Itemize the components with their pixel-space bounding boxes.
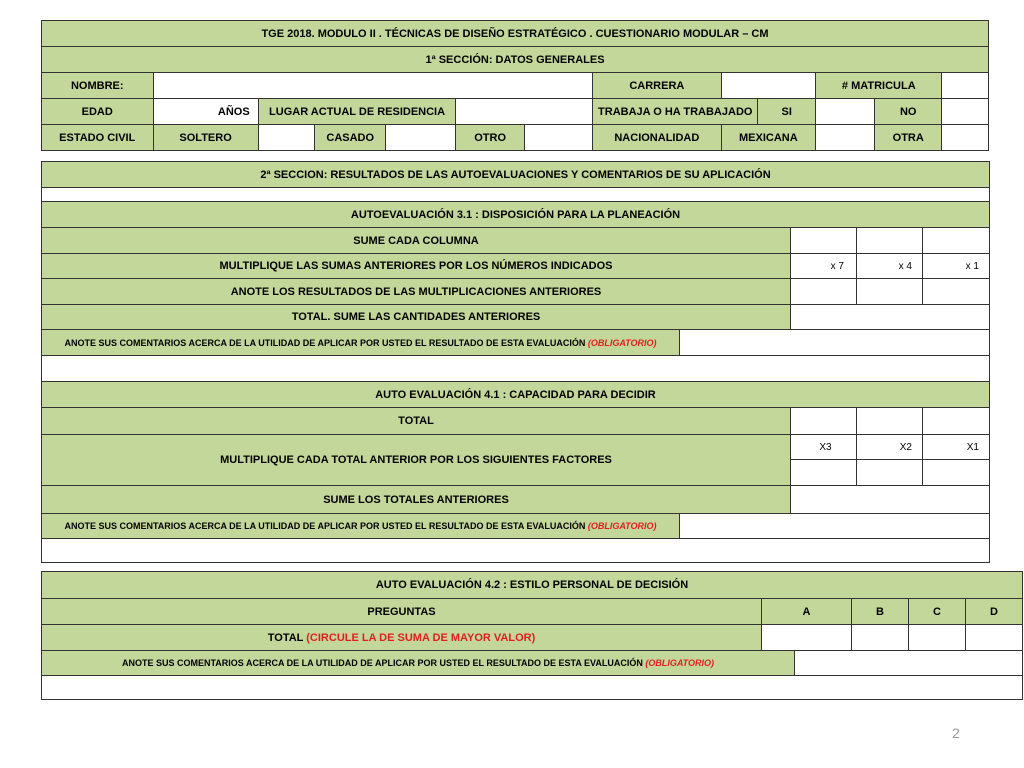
ae41-obligatorio: (OBLIGATORIO) [587,521,657,531]
ae41-total-cell-1[interactable] [791,408,857,435]
otra-label: OTRA [875,125,942,151]
ae41-factor-3: X1 [923,435,990,460]
estado-civil-label: ESTADO CIVIL [42,125,154,151]
lugar-label: LUGAR ACTUAL DE RESIDENCIA [258,99,456,125]
section-2-title: 2ª SECCION: RESULTADOS DE LAS AUTOEVALUACIONES Y COMENTARIOS DE SU APLICACIÓN [42,162,990,188]
casado-label: CASADO [315,125,385,151]
spacer-row [42,188,990,202]
ae42-comment-label [42,651,795,676]
ae42-total-c[interactable] [909,625,966,651]
ae31-anote-label: ANOTE LOS RESULTADOS DE LAS MULTIPLICACIONES ANTERIORES [42,279,791,305]
ae42-preguntas-label: PREGUNTAS [42,599,762,625]
ae42-header-b: B [852,599,909,625]
ae41-title: AUTO EVALUACIÓN 4.1 : CAPACIDAD PARA DECIDIR [42,382,990,408]
ae42-total-text: TOTAL [267,631,304,644]
ae41-comment-area[interactable] [42,539,990,563]
ae41-total-cell-2[interactable] [857,408,923,435]
ae31-sum-cell-2[interactable] [857,228,923,254]
ae42-total-a[interactable] [762,625,852,651]
otro-field[interactable] [524,125,592,151]
si-label: SI [758,99,816,125]
nacionalidad-label: NACIONALIDAD [593,125,721,151]
ae42-comment-area[interactable] [42,676,1023,700]
ae42-table [41,571,1023,700]
nombre-label: NOMBRE: [42,73,154,99]
ae41-factor-1: X3 [791,435,857,460]
ae31-mult-label: MULTIPLIQUE LAS SUMAS ANTERIORES POR LOS NÚMEROS INDICADOS [42,254,791,279]
datos-generales-table [41,20,989,151]
ae31-result-cell-1[interactable] [791,279,857,305]
ae41-mult-label: MULTIPLIQUE CADA TOTAL ANTERIOR POR LOS SIGUIENTES FACTORES [42,435,791,486]
ae42-title: AUTO EVALUACIÓN 4.2 : ESTILO PERSONAL DE DECISIÓN [42,572,1023,599]
page-number: 2 [952,725,960,741]
ae41-product-cell-3[interactable] [923,460,990,486]
ae31-obligatorio: (OBLIGATORIO) [587,337,657,348]
ae41-sume-label: SUME LOS TOTALES ANTERIORES [42,486,791,514]
ae31-total-field[interactable] [791,305,990,330]
no-label: NO [875,99,942,125]
carrera-label: CARRERA [593,73,721,99]
otra-field[interactable] [942,125,989,151]
mexicana-label: MEXICANA [721,125,816,151]
anos-label: AÑOS [217,105,250,118]
carrera-field[interactable] [721,73,816,99]
nombre-field[interactable] [153,73,593,99]
ae31-comment-label [42,330,680,356]
ae42-header-d: D [966,599,1023,625]
ae42-comment-field[interactable] [795,651,1023,676]
ae42-header-a: A [762,599,852,625]
ae41-sum-field[interactable] [791,486,990,514]
ae31-sum-cell-1[interactable] [791,228,857,254]
ae31-comment-text: ANOTE SUS COMENTARIOS ACERCA DE LA UTILIDAD DE APLICAR POR USTED EL RESULTADO DE ESTA EVALUACIÓN [64,337,586,348]
no-field[interactable] [942,99,989,125]
ae31-comment-field[interactable] [680,330,990,356]
ae41-product-cell-1[interactable] [791,460,857,486]
ae41-product-cell-2[interactable] [857,460,923,486]
ae31-factor-3: x 1 [923,254,990,279]
ae31-comment-area[interactable] [42,356,990,382]
ae42-total-b[interactable] [852,625,909,651]
soltero-label: SOLTERO [153,125,258,151]
ae31-sume-label: SUME CADA COLUMNA [42,228,791,254]
ae31-result-cell-3[interactable] [923,279,990,305]
ae31-factor-1: x 7 [791,254,857,279]
ae31-factor-2: x 4 [857,254,923,279]
ae42-total-d[interactable] [966,625,1023,651]
ae41-comment-field[interactable] [680,514,990,539]
mexicana-field[interactable] [816,125,875,151]
ae31-title: AUTOEVALUACIÓN 3.1 : DISPOSICIÓN PARA LA PLANEACIÓN [42,202,990,228]
ae41-comment-text: ANOTE SUS COMENTARIOS ACERCA DE LA UTILIDAD DE APLICAR POR USTED EL RESULTADO DE ESTA EVALUACIÓN [64,521,586,531]
ae31-result-cell-2[interactable] [857,279,923,305]
si-field[interactable] [816,99,875,125]
form-title: TGE 2018. MODULO II . TÉCNICAS DE DISEÑO ESTRATÉGICO . CUESTIONARIO MODULAR – CM [42,21,989,47]
ae41-total-label: TOTAL [42,408,791,435]
section-1-title: 1ª SECCIÓN: DATOS GENERALES [42,47,989,73]
ae41-factor-2: X2 [857,435,923,460]
ae42-total-label [42,625,762,651]
ae42-comment-text: ANOTE SUS COMENTARIOS ACERCA DE LA UTILIDAD DE APLICAR POR USTED EL RESULTADO DE ESTA EVALUACIÓN [121,658,643,668]
edad-field[interactable] [153,99,258,125]
lugar-field[interactable] [456,99,593,125]
ae31-total-label: TOTAL. SUME LAS CANTIDADES ANTERIORES [42,305,791,330]
ae42-header-c: C [909,599,966,625]
edad-label: EDAD [42,99,154,125]
ae41-comment-label [42,514,680,539]
ae42-obligatorio: (OBLIGATORIO) [645,658,715,668]
ae41-total-cell-3[interactable] [923,408,990,435]
ae31-sum-cell-3[interactable] [923,228,990,254]
otro-label: OTRO [456,125,524,151]
ae42-total-note: (CIRCULE LA DE SUMA DE MAYOR VALOR) [306,631,536,644]
trabaja-label: TRABAJA O HA TRABAJADO [593,99,758,125]
casado-field[interactable] [385,125,455,151]
soltero-field[interactable] [258,125,315,151]
autoevaluaciones-table [41,161,990,563]
matricula-field[interactable] [942,73,989,99]
matricula-label: # MATRICULA [816,73,942,99]
